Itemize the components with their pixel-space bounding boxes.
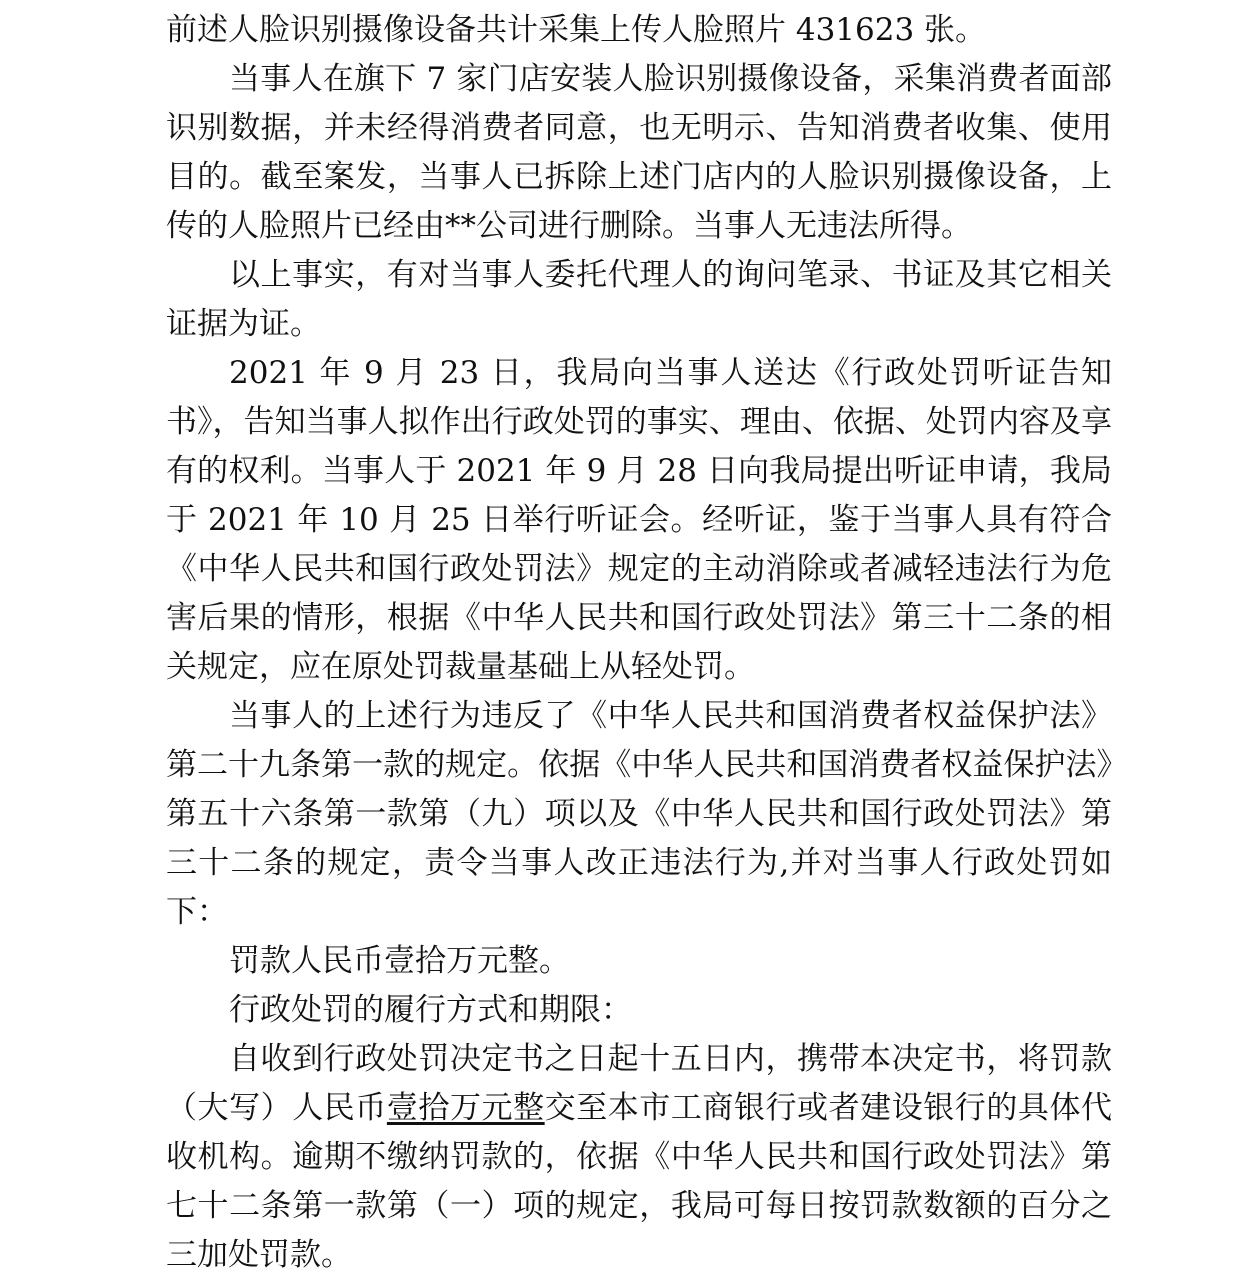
- paragraph-evidence: 以上事实，有对当事人委托代理人的询问笔录、书证及其它相关证据为证。: [166, 257, 1112, 342]
- payment-terms-text-before: 自收到行政处罚决定书之日起十五日内，携带本决定书，将罚款（大写）人民币: [166, 1041, 1112, 1126]
- fine-amount-underlined: 壹拾万元整: [386, 1090, 545, 1126]
- paragraph-payment-heading: 行政处罚的履行方式和期限：: [229, 992, 632, 1028]
- payment-terms-text-after: 交至本市工商银行或者建设银行的具体代收机构。逾期不缴纳罚款的，依据《中华人民共和国行政处罚法》第七十二条第一款第（一）项的规定，我局可每日按罚款数额的百分之三加处罚款。: [166, 1090, 1113, 1273]
- paragraph-payment-terms: [166, 1035, 1112, 1280]
- paragraph-legal-basis: 当事人的上述行为违反了《中华人民共和国消费者权益保护法》第二十九条第一款的规定。依据《中华人民共和国消费者权益保护法》第五十六条第一款第（九）项以及《中华人民共和国行政处罚法》第三十二条的规定，责令当事人改正违法行为,并对当事人行政处罚如下：: [166, 698, 1112, 930]
- document-page: [166, 6, 1112, 1280]
- paragraph-fine: 罚款人民币壹拾万元整。: [229, 943, 570, 979]
- paragraph-photo-count: 前述人脸识别摄像设备共计采集上传人脸照片 431623 张。: [166, 12, 987, 48]
- paragraph-hearing: 2021 年 9 月 23 日，我局向当事人送达《行政处罚听证告知书》，告知当事人拟作出行政处罚的事实、理由、依据、处罚内容及享有的权利。当事人于 2021 年 9 月 28 日向我局提出听证申请，我局于 2021 年 10 月 25 日举行听证会。经听证，鉴于当事人具有符合《中华人民共和国行政处罚法》规定的主动消除或者减轻违法行为危害后果的情形，根据《中华人民共和国行政处罚法》第三十二条的相关规定，应在原处罚裁量基础上从轻处罚。: [166, 355, 1112, 685]
- paragraph-facts: 当事人在旗下 7 家门店安装人脸识别摄像设备，采集消费者面部识别数据，并未经得消费者同意，也无明示、告知消费者收集、使用目的。截至案发，当事人已拆除上述门店内的人脸识别摄像设备，上传的人脸照片已经由**公司进行删除。当事人无违法所得。: [166, 61, 1112, 244]
